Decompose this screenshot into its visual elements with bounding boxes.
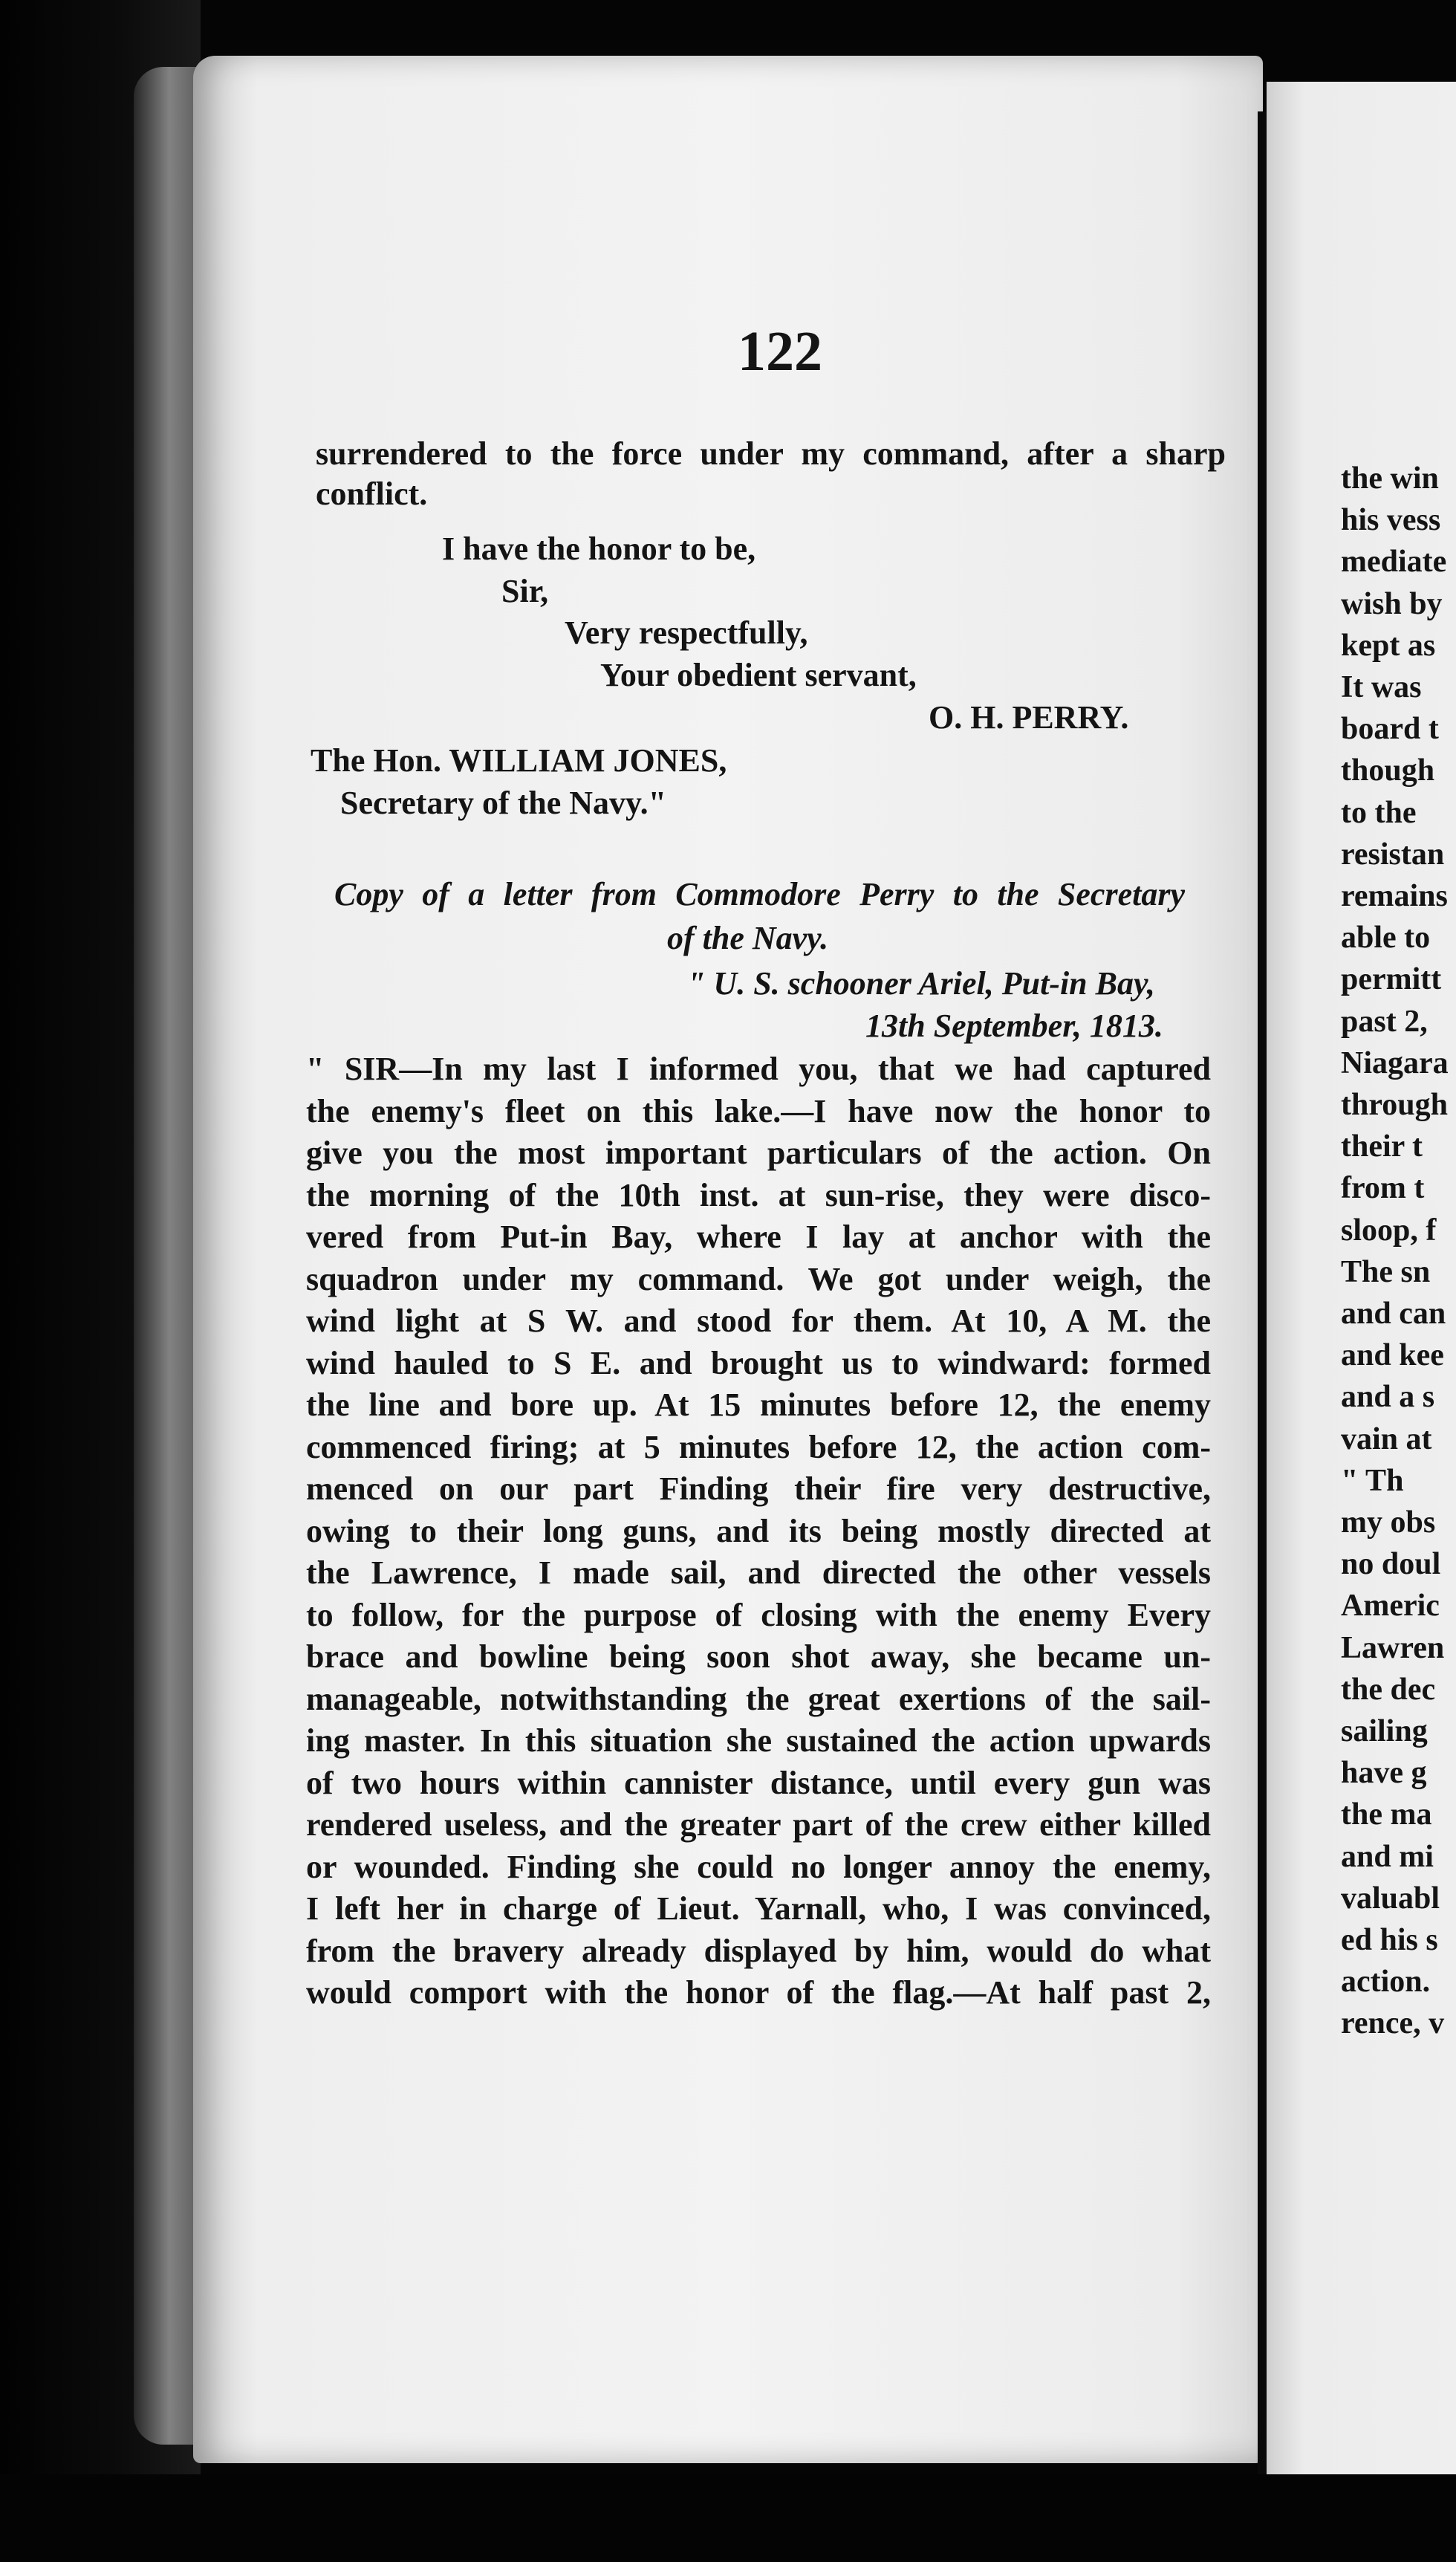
body-line: the line and bore up. At 15 minutes before 12, the enemy (306, 1387, 1211, 1423)
closing-line: Very respectfully, (565, 614, 808, 651)
closing-line: Sir, (501, 573, 549, 609)
facing-page-line: vain at (1341, 1422, 1432, 1456)
body-line: of two hours within cannister distance, until every gun was (306, 1765, 1211, 1801)
facing-page-line: sailing (1341, 1714, 1428, 1748)
body-line: commenced firing; at 5 minutes before 12, the action com- (306, 1429, 1211, 1465)
facing-page-line: and mi (1341, 1840, 1434, 1874)
letter-heading: Copy of a letter from Commodore Perry to the Secretary (334, 876, 1185, 912)
facing-page-line: and can (1341, 1297, 1446, 1331)
body-line: would comport with the honor of the flag.—At half past 2, (306, 1974, 1211, 2011)
body-line: manageable, notwithstanding the great exertions of the sail- (306, 1681, 1211, 1717)
facing-page-line: It was (1341, 670, 1422, 704)
facing-page-line: kept as (1341, 629, 1436, 663)
facing-page-line: Americ (1341, 1589, 1440, 1623)
closing-line: Your obedient servant, (600, 657, 917, 693)
scan-bottom-shadow (0, 2474, 1456, 2562)
addressee-line: The Hon. WILLIAM JONES, (311, 742, 727, 779)
facing-page-line: ed his s (1341, 1923, 1438, 1957)
signature: O. H. PERRY. (929, 699, 1129, 736)
facing-page-line: Lawren (1341, 1631, 1445, 1665)
facing-page-line: remains (1341, 879, 1448, 913)
body-line: I left her in charge of Lieut. Yarnall, who, I was convinced, (306, 1890, 1211, 1927)
facing-page-line: rence, v (1341, 2006, 1445, 2040)
facing-page-line: though (1341, 753, 1435, 788)
facing-page-line: the win (1341, 461, 1439, 496)
body-line: to follow, for the purpose of closing with the enemy Every (306, 1597, 1211, 1633)
body-line: ing master. In this situation she sustained the action upwards (306, 1722, 1211, 1759)
facing-page-line: Niagara (1341, 1046, 1449, 1080)
facing-page-line: his vess (1341, 503, 1441, 537)
body-line: the Lawrence, I made sail, and directed the other vessels (306, 1554, 1211, 1591)
body-line: wind hauled to S E. and brought us to windward: formed (306, 1345, 1211, 1381)
facing-page-line: The sn (1341, 1255, 1431, 1289)
body-line: brace and bowline being soon shot away, she became un- (306, 1638, 1211, 1675)
facing-page-line: their t (1341, 1129, 1423, 1164)
dateline: 13th September, 1813. (865, 1008, 1163, 1044)
facing-page-line: and kee (1341, 1338, 1444, 1372)
facing-page-line: " Th (1341, 1464, 1404, 1498)
facing-page-line: and a s (1341, 1380, 1435, 1414)
body-line: the morning of the 10th inst. at sun-rise, they were disco- (306, 1177, 1211, 1213)
facing-page-line: to the (1341, 796, 1417, 830)
text-line: surrendered to the force under my command, after a sharp (316, 435, 1226, 472)
body-line: menced on our part Finding their fire very destructive, (306, 1470, 1211, 1507)
page-number: 122 (738, 320, 822, 383)
facing-page-line: no doul (1341, 1547, 1441, 1581)
facing-page-text (1341, 461, 1456, 2095)
dateline: " U. S. schooner Ariel, Put-in Bay, (687, 965, 1155, 1002)
facing-page-line: valuabl (1341, 1881, 1440, 1916)
facing-page-line: mediate (1341, 545, 1447, 579)
facing-page-line: able to (1341, 921, 1431, 955)
facing-page-line: wish by (1341, 587, 1443, 621)
body-line: owing to their long guns, and its being mostly directed at (306, 1513, 1211, 1549)
facing-page-line: the ma (1341, 1797, 1432, 1832)
facing-page-line: the dec (1341, 1673, 1436, 1707)
body-line: vered from Put-in Bay, where I lay at anchor with the (306, 1219, 1211, 1255)
facing-page-line: from t (1341, 1171, 1425, 1205)
addressee-line: Secretary of the Navy." (340, 785, 667, 821)
facing-page-line: my obs (1341, 1505, 1436, 1540)
letter-heading: of the Navy. (667, 920, 829, 956)
facing-page-line: have g (1341, 1756, 1427, 1790)
gutter-divider (1258, 111, 1267, 2482)
facing-page-line: sloop, f (1341, 1213, 1437, 1248)
facing-page-line: resistan (1341, 837, 1445, 872)
body-line: " SIR—In my last I informed you, that we had captured (306, 1051, 1211, 1087)
body-line: or wounded. Finding she could no longer annoy the enemy, (306, 1849, 1211, 1885)
body-line: the enemy's fleet on this lake.—I have now the honor to (306, 1093, 1211, 1129)
body-line: from the bravery already displayed by him, would do what (306, 1933, 1211, 1969)
facing-page-line: through (1341, 1088, 1448, 1122)
body-line: wind light at S W. and stood for them. At 10, A M. the (306, 1303, 1211, 1339)
body-line: give you the most important particulars of the action. On (306, 1135, 1211, 1171)
body-line: squadron under my command. We got under weigh, the (306, 1261, 1211, 1297)
closing-line: I have the honor to be, (442, 531, 756, 567)
text-line: conflict. (316, 476, 428, 512)
facing-page-line: permitt (1341, 962, 1442, 996)
facing-page-line: action. (1341, 1965, 1431, 1999)
facing-page-line: past 2, (1341, 1005, 1428, 1039)
facing-page-line: board t (1341, 712, 1439, 746)
body-line: rendered useless, and the greater part of the crew either killed (306, 1806, 1211, 1843)
